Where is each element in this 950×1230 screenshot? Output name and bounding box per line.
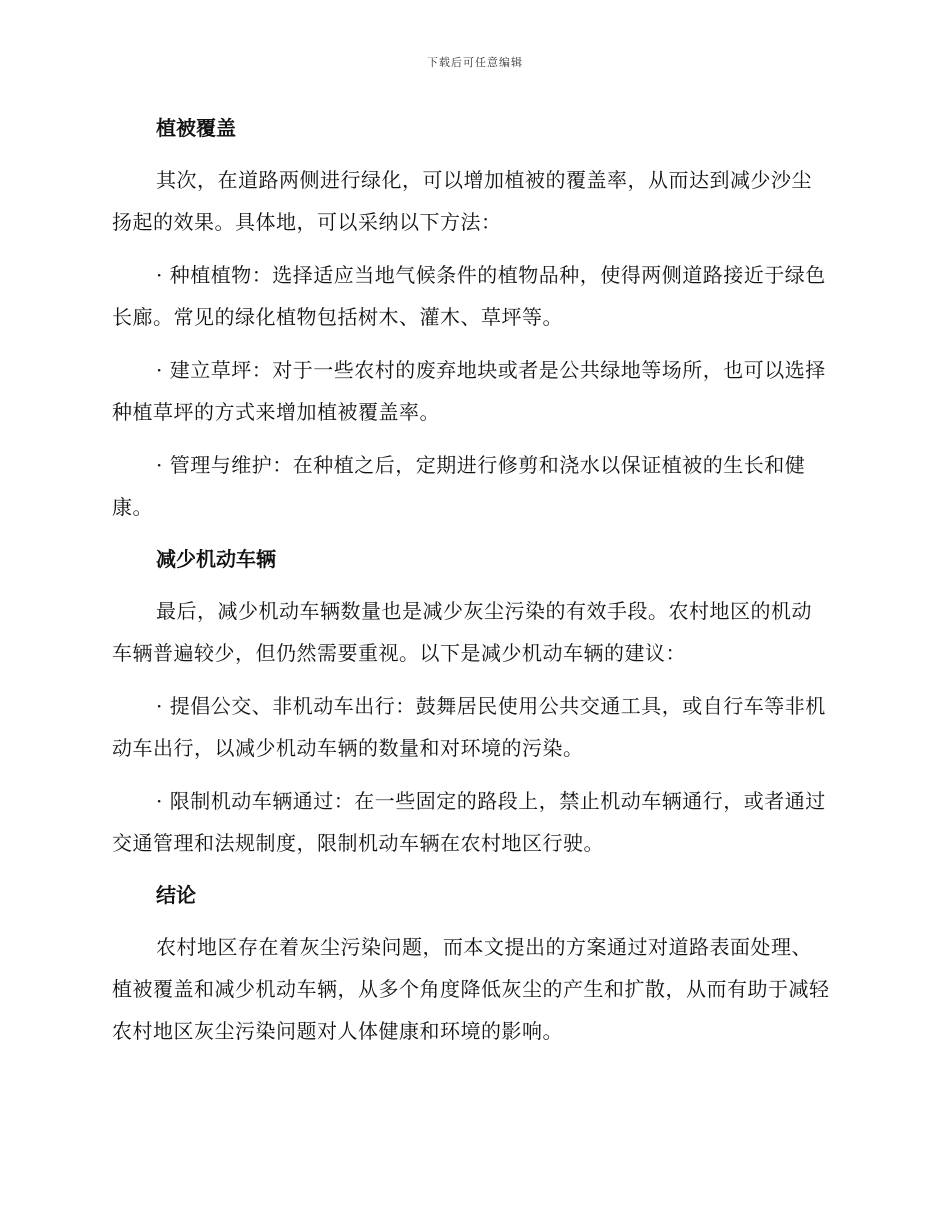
paragraph: 其次，在道路两侧进行绿化，可以增加植被的覆盖率，从而达到减少沙尘扬起的效果。具体地，可以采纳以下方法：: [112, 168, 812, 234]
section-vegetation: [112, 108, 832, 528]
bullet-item: · 限制机动车辆通过：在一些固定的路段上，禁止机动车辆通行，或者通过交通管理和法规制度，限制机动车辆在农村地区行驶。: [112, 789, 826, 855]
section-heading: 减少机动车辆: [156, 547, 276, 571]
bullet-item: · 建立草坪：对于一些农村的废弃地块或者是公共绿地等场所，也可以选择种植草坪的方式来增加植被覆盖率。: [112, 358, 826, 424]
page-header: 下载后可任意编辑: [427, 56, 523, 69]
section-conclusion: [112, 875, 832, 1052]
bullet-item: · 提倡公交、非机动车出行：鼓舞居民使用公共交通工具，或自行车等非机动车出行，以减少机动车辆的数量和对环境的污染。: [112, 694, 826, 760]
section-heading: 植被覆盖: [156, 116, 236, 140]
section-heading: 结论: [156, 883, 196, 907]
paragraph: 农村地区存在着灰尘污染问题，而本文提出的方案通过对道路表面处理、植被覆盖和减少机动车辆，从多个角度降低灰尘的产生和扩散，从而有助于减轻农村地区灰尘污染问题对人体健康和环境的影响。: [112, 935, 830, 1043]
paragraph: 最后，减少机动车辆数量也是减少灰尘污染的有效手段。农村地区的机动车辆普遍较少，但仍然需要重视。以下是减少机动车辆的建议：: [112, 599, 812, 665]
bullet-item: · 管理与维护：在种植之后，定期进行修剪和浇水以保证植被的生长和健康。: [112, 453, 806, 519]
bullet-item: · 种植植物：选择适应当地气候条件的植物品种，使得两侧道路接近于绿色长廊。常见的绿化植物包括树木、灌木、草坪等。: [112, 263, 826, 329]
section-reduce-vehicles: [112, 539, 832, 864]
document-body: [112, 108, 832, 1063]
